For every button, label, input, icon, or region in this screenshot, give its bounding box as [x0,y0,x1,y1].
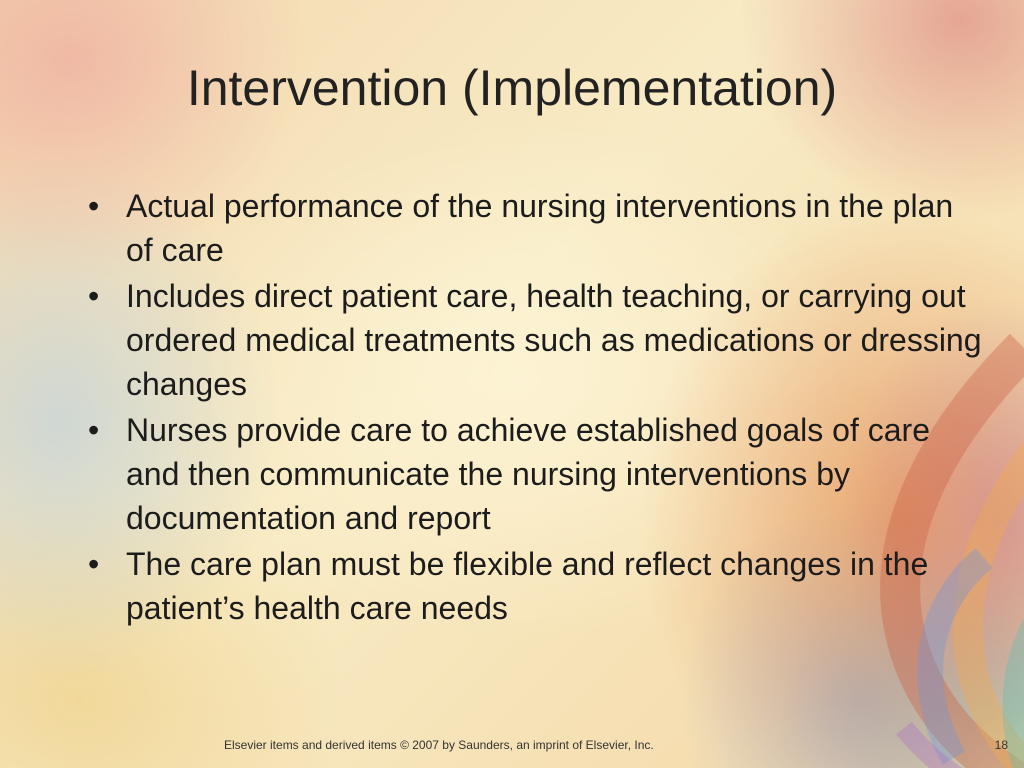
bullet-icon: • [88,188,100,224]
bullet-text: Includes direct patient care, health teaching, or carrying out ordered medical treatments such as medications or dressing changes [126,278,982,402]
bullet-icon: • [88,546,100,582]
bullet-item [82,408,982,540]
bullet-item [82,184,982,272]
bullet-list [82,184,982,632]
bullet-text: Actual performance of the nursing interventions in the plan of care [126,188,954,268]
bullet-text: Nurses provide care to achieve established goals of care and then communicate the nursing interventions by documentation and report [126,412,930,536]
copyright-text: Elsevier items and derived items © 2007 by Saunders, an imprint of Elsevier, Inc. [224,738,654,752]
bullet-text: The care plan must be flexible and reflect changes in the patient’s health care needs [126,546,929,626]
bullet-item [82,274,982,406]
slide-title: Intervention (Implementation) [186,60,838,116]
page-number: 18 [994,738,1008,752]
bullet-item [82,542,982,630]
bullet-icon: • [88,278,100,314]
bullet-icon: • [88,412,100,448]
